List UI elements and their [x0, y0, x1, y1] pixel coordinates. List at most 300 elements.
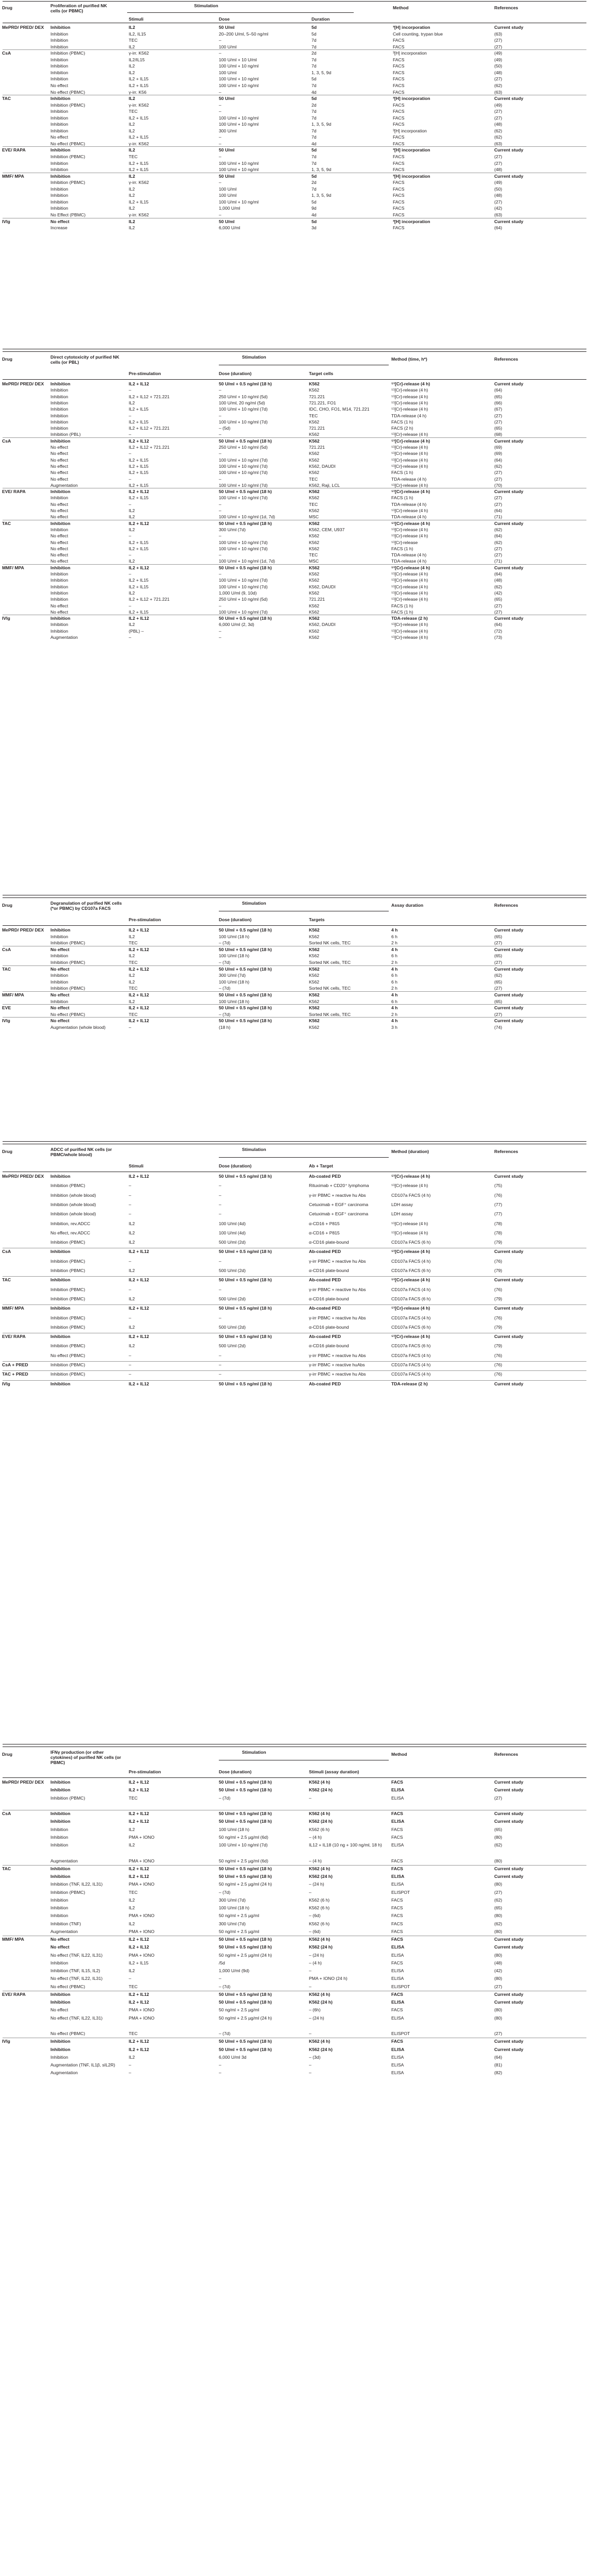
table-cell: FACS (1 h) — [391, 495, 413, 501]
table-cell: FACS — [393, 193, 405, 198]
table-cell: TEC — [129, 1984, 138, 1989]
table-cell: 5d — [311, 31, 317, 37]
table-cell: 50 ng/ml + 2.5 µg/ml (24 h) — [219, 1952, 272, 1958]
table-cell: 2 h — [391, 1011, 397, 1017]
table-cell: IL2 + IL15 — [129, 578, 149, 583]
table-cell: FACS — [393, 141, 405, 146]
table-cell: K562 (24 h) — [309, 2046, 333, 2052]
table-cell: 50 ng/ml + 2.5 µg/ml — [219, 2007, 259, 2013]
table-cell: K562 — [309, 489, 320, 495]
table-cell: TEC — [129, 1889, 138, 1895]
table-cell: 3 h — [391, 1025, 397, 1030]
table-cell: ⁵¹[Cr]-release (4 h) — [391, 394, 428, 399]
column-header: Dose (duration) — [219, 1769, 252, 1774]
table-cell: No Effect (PBMC) — [50, 212, 86, 217]
table-cell: K562 — [309, 432, 320, 437]
group-rule — [3, 146, 586, 147]
table-cell: K562 (4 h) — [309, 2039, 331, 2044]
table-cell: K562 — [309, 628, 320, 634]
table-cell: – (4 h) — [309, 1858, 322, 1863]
table-cell: (76) — [494, 1315, 503, 1320]
table-cell: Current study — [494, 616, 524, 621]
table-cell: ³[H] incorporation — [393, 128, 427, 133]
table-cell: Inhibition (PBMC) — [50, 1324, 85, 1330]
table-cell: TEC — [129, 940, 138, 946]
table-cell: IL2 + IL12 — [129, 438, 149, 444]
table-cell: TEC — [129, 2031, 138, 2036]
table-cell: K562 — [309, 998, 320, 1004]
table-cell: IL2 + IL12 — [129, 2046, 149, 2052]
table-cell: ⁵¹[Cr]-release (4 h) — [391, 578, 428, 583]
table-cell: Inhibition (PBMC) — [50, 1343, 85, 1349]
table-cell: ⁵¹[Cr]-release (4 h) — [391, 381, 430, 386]
table-cell: No effect (PBMC) — [50, 2031, 85, 2036]
top-rule — [3, 351, 586, 352]
top-rule — [3, 1, 586, 2]
table-cell: (62) — [494, 539, 503, 545]
table-cell: Inhibition — [50, 38, 68, 43]
table-cell: PMA + IONO — [129, 1952, 154, 1958]
table-cell: ELISA — [391, 2015, 404, 2021]
drug-name: MePRD/ PRED/ DEX — [2, 1174, 44, 1179]
table-cell: Current study — [494, 1780, 524, 1785]
table-cell: – — [129, 1183, 131, 1189]
table-cell: PMA + IONO — [129, 2007, 154, 2013]
table-cell: Inhibition (PBMC) — [50, 1240, 85, 1245]
table-cell: (74) — [494, 1025, 503, 1030]
table-cell: K562 — [309, 609, 320, 615]
table-cell: Inhibition — [50, 199, 68, 205]
table-cell: – — [219, 432, 221, 437]
table-cell: K562 (24 h) — [309, 1999, 333, 2005]
table-cell: 1, 3, 5, 9d — [311, 70, 332, 75]
table-cell: (27) — [494, 960, 503, 965]
drug-name: CsA — [2, 946, 11, 952]
table-cell: 300 U/ml (7d) — [219, 527, 246, 532]
column-header: Direct cytotoxicity of purified NK cells (or PBL) — [50, 354, 119, 365]
column-header: Drug — [2, 1149, 13, 1154]
table-cell: IL2 + IL12 — [129, 1277, 149, 1283]
table-cell: – — [219, 533, 221, 539]
table-cell: Inhibition — [50, 57, 68, 62]
table-cell: 50 ng/ml + 2.5 µg/ml (6d) — [219, 1858, 268, 1863]
table-cell: 300 U/ml (7d) — [219, 1897, 246, 1903]
table-cell: – — [129, 2062, 131, 2067]
column-header: Stimuli — [129, 16, 144, 22]
table-cell: – — [219, 387, 221, 393]
table-cell: K562, DAUDI — [309, 622, 336, 628]
table-cell: IL2 — [129, 25, 135, 30]
table-cell: 1, 3, 5, 9d — [311, 122, 332, 127]
table-cell: Inhibition — [50, 438, 71, 444]
table-cell: Inhibition — [50, 584, 68, 589]
column-header: Duration — [311, 16, 330, 22]
table-cell: Inhibition — [50, 122, 68, 127]
drug-name: TAC + PRED — [2, 1371, 28, 1377]
table-cell: FACS — [393, 44, 405, 49]
table-cell: Inhibition (PBMC) — [50, 986, 85, 991]
table-cell: FACS — [393, 134, 405, 140]
table-cell: (42) — [494, 206, 503, 211]
table-cell: IL2 — [129, 186, 135, 192]
table-cell: – — [219, 102, 221, 108]
table-cell: IL2 + IL15 — [129, 199, 149, 205]
table-cell: – — [309, 1984, 311, 1989]
column-header: References — [494, 1752, 518, 1757]
table-cell: 100 U/ml (18 h) — [219, 953, 250, 959]
table-cell: Inhibition (PBMC) — [50, 1286, 85, 1292]
table-cell: 300 U/ml (7d) — [219, 1921, 246, 1926]
table-cell: Inhibition — [50, 193, 68, 198]
table-cell: – — [219, 1286, 221, 1292]
table-cell: Inhibition — [50, 979, 68, 985]
table-cell: (63) — [494, 212, 503, 217]
table-cell: 4 h — [391, 1018, 398, 1024]
table-cell: α-CD16 plate-bound — [309, 1268, 349, 1273]
table-cell: (80) — [494, 2007, 503, 2013]
table-cell: IL2 — [129, 1324, 135, 1330]
table-cell: IL2 + IL15 — [129, 134, 149, 140]
table-cell: Inhibition — [50, 1334, 71, 1340]
table-cell: No effect — [50, 470, 68, 476]
column-header: Dose (duration) — [219, 371, 252, 376]
table-cell: 50 U/ml + 0.5 ng/ml (18 h) — [219, 616, 272, 621]
table-cell: – — [219, 501, 221, 507]
table-cell: Current study — [494, 1174, 524, 1179]
table-cell: No effect — [50, 546, 68, 551]
table-cell: FACS — [393, 102, 405, 108]
table-cell: IL2 + IL12 — [129, 1780, 149, 1785]
table-cell: 2d — [311, 180, 317, 185]
table-cell: K562 (24 h) — [309, 1874, 333, 1879]
table-cell: – — [219, 180, 221, 185]
header-rule — [3, 925, 586, 926]
table-cell: ⁵¹[Cr]-release (4 h) — [391, 489, 430, 495]
table-cell: No effect — [50, 992, 70, 997]
table-cell: ⁵¹[Cr]-release (4 h) — [391, 400, 428, 405]
table-cell: 50 U/ml — [219, 25, 235, 30]
table-cell: 50 U/ml — [219, 218, 235, 224]
table-cell: – — [309, 1795, 311, 1801]
table-cell: No effect — [50, 508, 68, 513]
table-cell: Inhibition — [50, 406, 68, 412]
table-cell: Inhibition, rev.ADCC — [50, 1221, 91, 1226]
table-cell: Cetuximab + EGF⁺ carcinoma — [309, 1201, 369, 1207]
table-cell: IL2 + IL15 — [129, 82, 149, 88]
table-cell: IL2 + IL12 — [129, 1005, 149, 1011]
table-cell: IL2 — [129, 128, 135, 133]
table-cell: TEC — [309, 501, 318, 507]
drug-name: MMF/ MPA — [2, 1306, 24, 1311]
table-cell: FACS (1 h) — [391, 470, 413, 476]
drug-name: IVIg — [2, 616, 10, 621]
table-cell: 6 h — [391, 934, 397, 939]
table-cell: ELISA — [391, 1842, 404, 1848]
table-cell: Inhibition — [50, 1306, 71, 1311]
table-cell: (48) — [494, 167, 503, 173]
table-cell: IL2 + IL15 — [129, 115, 149, 121]
column-header: ADCC of purified NK cells (or PBMC/whole blood) — [50, 1147, 112, 1157]
table-cell: Inhibition — [50, 489, 71, 495]
table-cell: No effect — [50, 603, 68, 608]
table-cell: – — [129, 1025, 131, 1030]
table-cell: γ-irr. K562 — [129, 180, 149, 185]
table-cell: – — [219, 571, 221, 577]
table-cell: FACS — [393, 76, 405, 82]
table-cell: 100 U/ml + 10 ng/ml — [219, 199, 259, 205]
table-cell: K562, DAUDI — [309, 463, 336, 469]
table-cell: (76) — [494, 1192, 503, 1198]
table-cell: IL2 — [129, 1897, 135, 1903]
table-cell: – (5d) — [219, 426, 231, 431]
table-cell: IL2 + IL15 — [129, 546, 149, 551]
table-cell: Inhibition — [50, 109, 68, 114]
table-cell: LDH assay — [391, 1211, 413, 1217]
table-cell: No effect — [50, 476, 68, 482]
table-cell: Inhibition — [50, 2054, 68, 2060]
table-cell: – (7d) — [219, 1984, 231, 1989]
table-cell: Inhibition (PBMC) — [50, 1362, 85, 1367]
table-cell: TEC — [129, 960, 138, 965]
table-cell: 50 ng/ml + 2.5 µg/ml (24 h) — [219, 1882, 272, 1887]
table-cell: 7d — [311, 63, 317, 69]
table-cell: 50 U/ml + 0.5 ng/ml (18 h) — [219, 1999, 272, 2005]
table-cell: No effect (TNF, IL22, IL31) — [50, 1976, 103, 1981]
table-cell: IL2 — [129, 934, 135, 939]
table-cell: Inhibition — [50, 1905, 68, 1910]
column-header: Drug — [2, 357, 13, 362]
table-cell: 100 U/ml + 10 ng/ml (7d) — [219, 495, 268, 501]
table-cell: (75) — [494, 1183, 503, 1189]
table-cell: FACS — [393, 186, 405, 192]
table-cell: IL2 — [129, 122, 135, 127]
table-cell: ⁵¹[Cr]-release (4 h) — [391, 533, 428, 539]
table-cell: ELISPOT — [391, 1984, 410, 1989]
table-cell: 5d — [311, 218, 317, 224]
table-cell: 7d — [311, 38, 317, 43]
table-cell: Current study — [494, 489, 524, 495]
column-header: Degranulation of purified NK cells (*or PBMC) by CD107a FACS — [50, 901, 122, 911]
table-cell: – — [219, 1258, 221, 1264]
table-cell: K562 — [309, 992, 320, 997]
drug-name: IVIg — [2, 218, 10, 224]
table-cell: No effect — [50, 218, 70, 224]
table-cell: CD107a FACS (4 h) — [391, 1352, 431, 1358]
table-cell: Current study — [494, 1991, 524, 1997]
table-cell: IL2 + IL12 — [129, 1937, 149, 1942]
table-cell: 4d — [311, 141, 317, 146]
column-header: Pre-stimulation — [129, 917, 161, 922]
table-cell: 50 ng/ml + 2.5 µg/ml (24 h) — [219, 2015, 272, 2021]
table-cell: No effect — [50, 1944, 70, 1950]
table-cell: – (7d) — [219, 1889, 231, 1895]
table-cell: K562 (6 h) — [309, 1921, 330, 1926]
table-cell: IL2 — [129, 1221, 135, 1226]
table-cell: 50 U/ml — [219, 96, 235, 101]
table-cell: IL2 + IL12 — [129, 1018, 149, 1024]
table-cell: No effect — [50, 1018, 70, 1024]
table-cell: 100 U/ml — [219, 186, 237, 192]
table-cell: 100 U/ml + 10 ng/ml — [219, 115, 259, 121]
drug-name: CsA — [2, 50, 11, 56]
column-header: References — [494, 1149, 518, 1154]
group-rule — [3, 1370, 586, 1371]
table-cell: (77) — [494, 1211, 503, 1217]
table-cell: Inhibition — [50, 1811, 71, 1816]
table-cell: LDH assay — [391, 1201, 413, 1207]
table-cell: IL2 + IL12 — [129, 992, 149, 997]
column-header: Stimulation — [242, 901, 266, 906]
table-cell: ELISA — [391, 2070, 404, 2076]
table-cell: Current study — [494, 2046, 524, 2052]
table-cell: FACS — [393, 206, 405, 211]
table-cell: – — [309, 1968, 311, 1973]
table-cell: – (24 h) — [309, 1952, 324, 1958]
table-cell: IL2 — [129, 63, 135, 69]
table-cell: – — [129, 1371, 131, 1377]
table-cell: (71) — [494, 514, 503, 520]
table-cell: (48) — [494, 193, 503, 198]
table-cell: (27) — [494, 1984, 503, 1989]
table-cell: 50 U/ml + 0.5 ng/ml (18 h) — [219, 946, 272, 952]
table-cell: 100 U/ml + 10 ng/ml (1d, 7d) — [219, 558, 275, 564]
table-cell: ELISA — [391, 2054, 404, 2060]
table-cell: No effect — [50, 445, 68, 450]
table-cell: ⁵¹[Cr]-release (4 h) — [391, 584, 428, 589]
table-cell: 50 U/ml + 0.5 ng/ml (18 h) — [219, 381, 272, 386]
table-cell: No effect (PBMC) — [50, 1352, 85, 1358]
table-cell: IL2 — [129, 979, 135, 985]
table-cell: IL2 — [129, 527, 135, 532]
table-cell: IL2 — [129, 1968, 135, 1973]
table-cell: (27) — [494, 76, 503, 82]
table-cell: K562 — [309, 1005, 320, 1011]
table-cell: (78) — [494, 1230, 503, 1235]
column-header: Drug — [2, 903, 13, 908]
table-cell: No effect — [50, 946, 70, 952]
table-cell: Inhibition — [50, 1834, 68, 1840]
table-cell: IL2 + IL12 + 721.221 — [129, 597, 170, 602]
table-cell: Inhibition — [50, 527, 68, 532]
table-cell: Inhibition (PBMC) — [50, 50, 85, 56]
table-cell: IL2 + IL15 — [129, 457, 149, 463]
table-cell: K562 (24 h) — [309, 1819, 333, 1824]
table-cell: 50 ng/ml + 2.5 µg/ml — [219, 1928, 259, 1934]
table-cell: (80) — [494, 1882, 503, 1887]
table-cell: Inhibition (whole blood) — [50, 1192, 96, 1198]
table-cell: – — [129, 1976, 131, 1981]
table-cell: (27) — [494, 1889, 503, 1895]
table-cell: Inhibition — [50, 70, 68, 75]
table-cell: No effect (PBMC) — [50, 141, 85, 146]
table-cell: (48) — [494, 122, 503, 127]
table-cell: 100 U/ml + 10 ng/ml (7d) — [219, 1842, 268, 1848]
drug-name: EVE/ RAPA — [2, 147, 26, 153]
table-cell: (65) — [494, 1905, 503, 1910]
table-cell: (65) — [494, 934, 503, 939]
table-cell: CD107a FACS (4 h) — [391, 1371, 431, 1377]
table-cell: ⁵¹[Cr]-release (4 h) — [391, 635, 428, 640]
table-cell: Current study — [494, 1866, 524, 1871]
table-cell: ⁵¹[Cr]-release (4 h) — [391, 451, 428, 456]
table-cell: IL2 — [129, 1268, 135, 1273]
table-section-cytotox — [0, 350, 589, 896]
table-cell: 50 U/ml + 0.5 ng/ml (18 h) — [219, 1381, 272, 1386]
table-cell: ⁵¹[Cr]-release — [391, 539, 418, 545]
table-cell: Current study — [494, 1249, 524, 1255]
table-cell: (79) — [494, 1324, 503, 1330]
table-cell: Inhibition — [50, 160, 68, 166]
table-cell: Current study — [494, 1787, 524, 1793]
table-cell: Inhibition (PBMC) — [50, 1889, 85, 1895]
table-cell: 50 U/ml + 0.5 ng/ml (18 h) — [219, 1018, 272, 1024]
table-cell: IL2 — [129, 1826, 135, 1832]
table-cell: 50 U/ml + 0.5 ng/ml (18 h) — [219, 1277, 272, 1283]
table-cell: 100 U/ml (18 h) — [219, 1826, 250, 1832]
table-cell: 721.221 — [309, 426, 325, 431]
table-cell: TDA-release (4 h) — [391, 552, 427, 558]
drug-name: MePRD/ PRED/ DEX — [2, 25, 44, 30]
group-rule — [3, 437, 586, 438]
table-cell: 100 U/ml (4d) — [219, 1221, 246, 1226]
table-cell: γ-irr PBMC + reactive hu Abs — [309, 1352, 366, 1358]
table-cell: IL2 — [129, 1921, 135, 1926]
table-cell: Current study — [494, 173, 524, 179]
drug-name: TAC — [2, 96, 11, 101]
table-cell: 100 U/ml + 10 ng/ml (7d) — [219, 578, 268, 583]
table-cell: 1,000 U/ml — [219, 206, 240, 211]
table-cell: IL2 + IL12 — [129, 565, 149, 570]
table-cell: (27) — [494, 38, 503, 43]
table-cell: 6,000 U/ml (2, 3d) — [219, 622, 254, 628]
table-cell: 100 U/ml + 10 ng/ml — [219, 82, 259, 88]
table-cell: IL2 + IL12 — [129, 946, 149, 952]
table-cell: (63) — [494, 31, 503, 37]
table-cell: Inhibition (PBMC) — [50, 1315, 85, 1320]
table-cell: – — [129, 387, 131, 393]
drug-name: CsA — [2, 438, 11, 444]
table-cell: K562 — [309, 381, 320, 386]
table-cell: (68) — [494, 432, 503, 437]
table-cell: K562 — [309, 571, 320, 577]
table-cell: – — [219, 1976, 221, 1981]
table-cell: (18 h) — [219, 1025, 231, 1030]
table-cell: Inhibition — [50, 426, 68, 431]
table-cell: Current study — [494, 1937, 524, 1942]
table-cell: Current study — [494, 1874, 524, 1879]
table-cell: (63) — [494, 141, 503, 146]
table-cell: ³[H] incorporation — [393, 96, 430, 101]
column-header: Pre-stimulation — [129, 371, 161, 376]
table-cell: (65) — [494, 998, 503, 1004]
table-cell: IL2 + IL12 — [129, 1811, 149, 1816]
table-cell: Sorted NK cells, TEC — [309, 940, 351, 946]
table-cell: K562, Raji, LCL — [309, 482, 340, 488]
table-cell: 500 U/ml (2d) — [219, 1296, 246, 1301]
table-cell: IL2 + IL12 — [129, 616, 149, 621]
table-cell: 250 U/ml + 10 ng/ml (5d) — [219, 394, 268, 399]
table-cell: (78) — [494, 1221, 503, 1226]
table-cell: Sorted NK cells, TEC — [309, 1011, 351, 1017]
table-cell: Inhibition — [50, 973, 68, 978]
table-cell: 721.221 — [309, 394, 325, 399]
table-cell: TDA-release (4 h) — [391, 501, 427, 507]
table-cell: – — [129, 603, 131, 608]
table-cell: 1,000 U/ml (9, 10d) — [219, 590, 257, 596]
table-cell: ELISA — [391, 1874, 405, 1879]
table-cell: FACS — [393, 70, 405, 75]
table-cell: (81) — [494, 2062, 503, 2067]
